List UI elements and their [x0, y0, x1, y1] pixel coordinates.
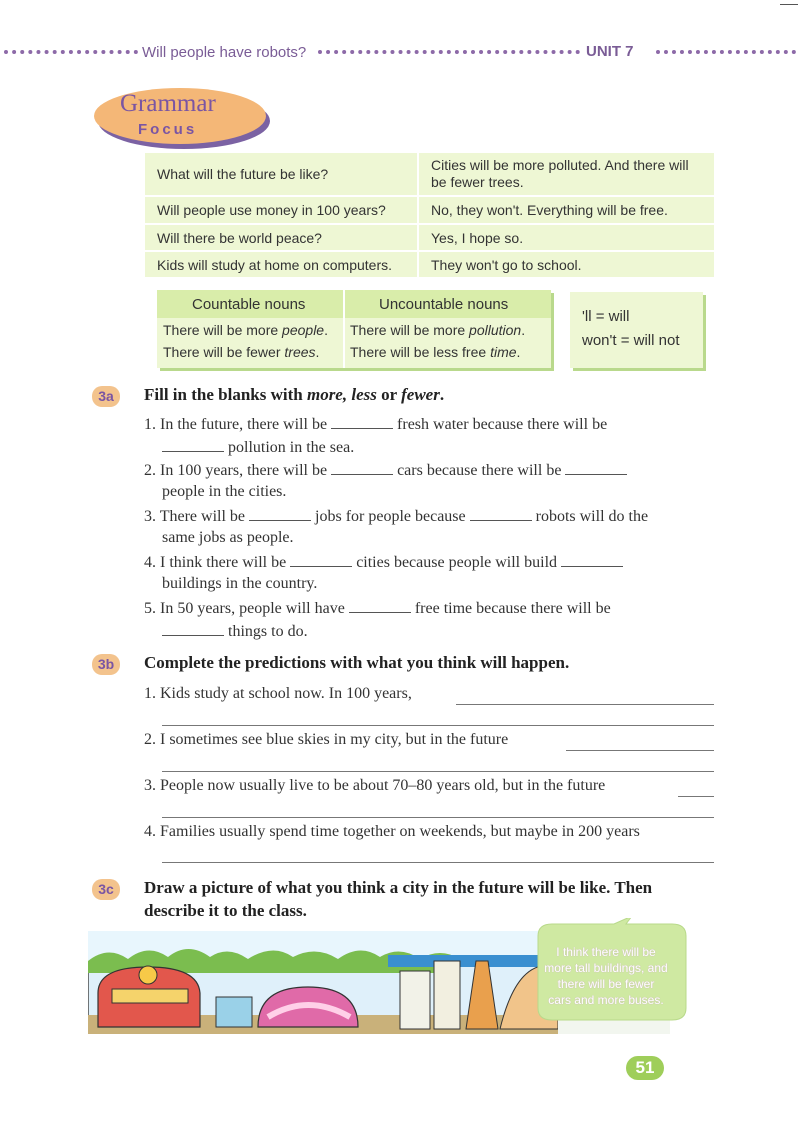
- bubble-line: I think there will be: [556, 945, 656, 959]
- table-cell: Will people use money in 100 years?: [144, 196, 418, 224]
- item-text: 4. I think there will be: [144, 554, 287, 571]
- bubble-line: there will be fewer: [557, 977, 655, 991]
- table-cell: No, they won't. Everything will be free.: [418, 196, 715, 224]
- speech-bubble-text: [528, 944, 684, 1008]
- example-text: There will be more: [350, 322, 470, 338]
- uncountable-example-1: [350, 322, 525, 338]
- answer-blank[interactable]: [349, 598, 411, 613]
- section-tag-3c: 3c: [92, 879, 120, 900]
- table-row: [144, 196, 715, 224]
- answer-line[interactable]: [678, 796, 714, 797]
- item-text: robots will do the: [535, 508, 649, 525]
- short-form-will-not: won't = will not: [582, 332, 680, 349]
- tall-building: [400, 971, 430, 1029]
- tall-building: [434, 961, 460, 1029]
- bubble-line: more tall buildings, and: [544, 961, 668, 975]
- item-text: cities because people will build: [356, 554, 558, 571]
- example-noun: pollution: [469, 322, 522, 338]
- item-text: 5. In 50 years, people will have: [144, 600, 345, 617]
- answer-line[interactable]: [162, 771, 714, 772]
- example-text: .: [324, 322, 328, 338]
- small-building: [216, 997, 252, 1027]
- exercise-3a-item-5-line-1: [144, 598, 611, 618]
- answer-blank[interactable]: [331, 414, 393, 429]
- answer-line[interactable]: [162, 862, 714, 863]
- table-row: [144, 152, 715, 196]
- exercise-3b-item-3: 3. People now usually live to be about 70–80 years old, but in the future: [144, 777, 606, 794]
- exercise-3a-item-4-line-2: buildings in the country.: [162, 575, 318, 592]
- section-3a-title: [144, 385, 444, 405]
- grammar-focus-badge: [94, 88, 266, 144]
- section-tag-3b: 3b: [92, 654, 120, 675]
- example-text: .: [521, 322, 526, 338]
- example-noun: time: [490, 344, 517, 360]
- example-text: .: [516, 344, 521, 360]
- nouns-table: [157, 290, 551, 368]
- bubble-line: cars and more buses.: [548, 993, 664, 1007]
- table-cell: What will the future be like?: [144, 152, 418, 196]
- exercise-3a-item-2-line-2: people in the cities.: [162, 483, 287, 500]
- table-cell: Cities will be more polluted. And there will be fewer trees.: [418, 152, 715, 196]
- example-text: There will be fewer: [163, 344, 285, 360]
- item-text: cars because there will be: [397, 462, 562, 479]
- section-3c-title-line-1: Draw a picture of what you think a city in the future will be like. Then: [144, 878, 653, 897]
- exercise-3b-item-2: 2. I sometimes see blue skies in my city, but in the future: [144, 731, 509, 748]
- answer-blank[interactable]: [565, 460, 627, 475]
- countable-header: Countable nouns: [192, 296, 306, 313]
- answer-line[interactable]: [456, 704, 714, 705]
- exercise-3a-item-5-line-2: [162, 621, 308, 641]
- building-windows: [112, 989, 188, 1003]
- answer-blank[interactable]: [470, 506, 532, 521]
- exercise-3a-item-1-line-2: [162, 437, 354, 457]
- item-text: things to do.: [228, 623, 308, 640]
- table-cell: Kids will study at home on computers.: [144, 251, 418, 278]
- countable-example-1: [163, 322, 328, 338]
- table-cell: They won't go to school.: [418, 251, 715, 278]
- exercise-3b-item-4: 4. Families usually spend time together on weekends, but maybe in 200 years: [144, 823, 640, 840]
- header-title: Will people have robots?: [142, 44, 307, 61]
- page-header: [0, 44, 800, 66]
- exercise-3b-item-1: 1. Kids study at school now. In 100 years,: [144, 685, 412, 702]
- answer-blank[interactable]: [331, 460, 393, 475]
- exercise-3a-item-2-line-1: [144, 460, 627, 480]
- table-row: [144, 224, 715, 251]
- answer-blank[interactable]: [561, 552, 623, 567]
- item-text: jobs for people because: [315, 508, 466, 525]
- uncountable-example-2: [350, 344, 520, 360]
- countable-example-2: [163, 344, 319, 360]
- exercise-3a-item-3-line-1: [144, 506, 648, 526]
- answer-blank[interactable]: [162, 621, 224, 636]
- answer-line[interactable]: [162, 725, 714, 726]
- item-text: 1. In the future, there will be: [144, 416, 328, 433]
- item-text: 2. In 100 years, there will be: [144, 462, 328, 479]
- title-emphasis: more, less: [306, 385, 377, 404]
- section-3b-title: Complete the predictions with what you think will happen.: [144, 653, 570, 672]
- table-cell: Will there be world peace?: [144, 224, 418, 251]
- unit-label: UNIT 7: [586, 43, 634, 60]
- answer-blank[interactable]: [162, 437, 224, 452]
- example-text: There will be less free: [350, 344, 491, 360]
- example-text: There will be more: [163, 322, 283, 338]
- header-dots-middle: [318, 50, 580, 54]
- example-noun: people: [282, 322, 325, 338]
- table-row: [144, 251, 715, 278]
- corner-mark: [780, 4, 798, 5]
- example-noun: trees: [284, 344, 316, 360]
- title-emphasis: fewer: [401, 385, 440, 404]
- header-dots-left: [4, 50, 138, 54]
- item-text: fresh water because there will be: [397, 416, 608, 433]
- column-divider: [343, 290, 345, 368]
- uncountable-header: Uncountable nouns: [379, 296, 509, 313]
- exercise-3a-item-4-line-1: [144, 552, 623, 572]
- short-forms-box: [570, 292, 703, 368]
- answer-blank[interactable]: [290, 552, 352, 567]
- grammar-table: [143, 151, 716, 279]
- title-text: or: [376, 385, 402, 404]
- badge-title: Grammar: [120, 90, 216, 117]
- exercise-3a-item-1-line-1: [144, 414, 607, 434]
- item-text: pollution in the sea.: [228, 439, 355, 456]
- table-cell: Yes, I hope so.: [418, 224, 715, 251]
- section-3c-title-line-2: describe it to the class.: [144, 901, 307, 920]
- title-text: Fill in the blanks with: [144, 385, 307, 404]
- section-tag-3a: 3a: [92, 386, 120, 407]
- page-number: 51: [626, 1056, 664, 1080]
- short-form-will: 'll = will: [582, 308, 630, 325]
- item-text: 3. There will be: [144, 508, 246, 525]
- answer-line[interactable]: [566, 750, 714, 751]
- header-dots-right: [656, 50, 796, 54]
- building-dome: [139, 966, 157, 984]
- exercise-3a-item-3-line-2: same jobs as people.: [162, 529, 294, 546]
- example-text: .: [315, 344, 320, 360]
- badge-subtitle: Focus: [138, 121, 198, 138]
- answer-line[interactable]: [162, 817, 714, 818]
- title-text: .: [439, 385, 445, 404]
- item-text: free time because there will be: [414, 600, 611, 617]
- answer-blank[interactable]: [249, 506, 311, 521]
